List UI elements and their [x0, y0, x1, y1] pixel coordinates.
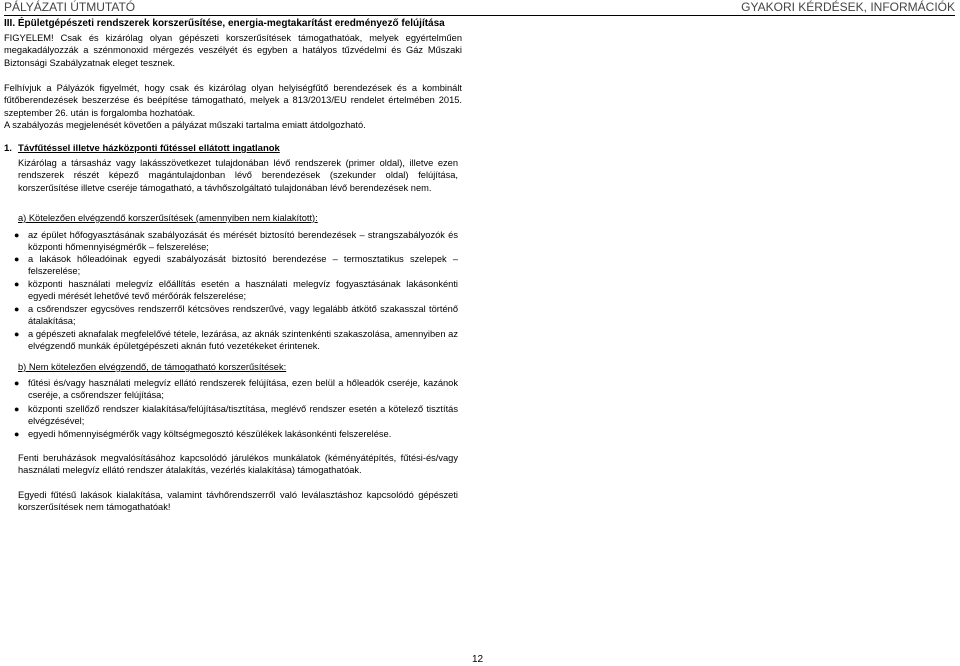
intro-paragraph: Kizárólag a társasház vagy lakásszövetkezet tulajdonában lévő rendszerek (primer oldal), illetve ezen rendszerek részét képező magántulajdonban lévő berendezések (szekunder oldal) felújítása, korszerűsítése illetve cseréje támogatható, a távhőszolgáltató tulajdonában lévő berendezések nem.: [18, 158, 458, 193]
heading-text: Távfűtéssel illetve házközponti fűtéssel ellátott ingatlanok: [18, 143, 280, 154]
list-a-item-text: a gépészeti aknafalak megfelelővé tétele, lezárása, az aknák szintenkénti szakaszolása, amennyiben az elvégzendő munkák épületgépészeti aknán futó vezetékeket érintenek.: [28, 329, 458, 352]
list-a-title: a) Kötelezően elvégzendő korszerűsítések (amennyiben nem kialakított):: [18, 213, 318, 223]
notice-regulation-text: Felhívjuk a Pályázók figyelmét, hogy csak és kizárólag olyan helyiségfűtő berendezések és a kombinált fűtőberendezések beszerzése és beépítése támogatható, melyek a 813/2013/EU rendelet értelmében 2015. szeptember 26. után is forgalomba hozhatóak.: [4, 83, 462, 118]
list-a-item-text: a csőrendszer egycsöves rendszerről kétcsöves rendszerűvé, vagy legalább átkötő szakasszal történő átalakítása;: [28, 304, 458, 327]
list-a-item: [14, 328, 458, 353]
bullet-icon: ●: [14, 254, 20, 264]
list-a-item-text: a lakások hőleadóinak egyedi szabályozását biztosító berendezése – termosztatikus szelepek – felszerelése;: [28, 254, 458, 277]
list-b-title: b) Nem kötelezően elvégzendő, de támogatható korszerűsítések:: [18, 362, 287, 372]
bullet-icon: ●: [14, 304, 20, 314]
header-rule: [4, 15, 955, 16]
page-header: [4, 0, 955, 14]
list-b-item-text: fűtési és/vagy használati melegvíz ellátó rendszerek felújítása, ezen belül a hőleadók cseréje, kazánok cseréje, a csőrendszer felújítása;: [28, 378, 458, 401]
list-a-item: [14, 253, 458, 278]
list-a-item: [14, 229, 458, 254]
bullet-icon: ●: [14, 378, 20, 388]
paragraph-not-supported: Egyedi fűtésű lakások kialakítása, valamint távhőrendszerről való leválasztáshoz kapcsolódó gépészeti korszerűsítések nem támogathatóak!: [18, 490, 458, 513]
list-a-item: [14, 278, 458, 303]
notice-regulation: [4, 82, 462, 132]
heading-district-heating: [4, 143, 280, 155]
list-a-item: [14, 303, 458, 328]
bullet-icon: ●: [14, 429, 20, 439]
list-b-item: [14, 403, 458, 428]
list-b-item-text: központi szellőző rendszer kialakítása/felújítása/tisztítása, meglévő rendszer esetén a kötelező tisztítás elvégzésével;: [28, 404, 458, 427]
notice-regulation-note: A szabályozás megjelenését követően a pályázat műszaki tartalma emiatt átdolgozható.: [4, 120, 366, 131]
bullet-icon: ●: [14, 279, 20, 289]
header-right-title: GYAKORI KÉRDÉSEK, INFORMÁCIÓK: [741, 0, 955, 14]
paragraph-related-works: Fenti beruházások megvalósításához kapcsolódó járulékos munkálatok (kéményátépítés, fűtési-és/vagy használati melegvíz ellátó rendszer átalakítás, vezérlés kialakítása) támogathatóak.: [18, 453, 458, 476]
bullet-icon: ●: [14, 230, 20, 240]
bullet-icon: ●: [14, 329, 20, 339]
list-b-item-text: egyedi hőmennyiségmérők vagy költségmegosztó készülékek lakásonkénti felszerelése.: [28, 429, 392, 439]
list-a-item-text: az épület hőfogyasztásának szabályozását és mérését biztosító berendezések – strangszabályozók és központi hőmennyiségmérők – felszerelése;: [28, 230, 458, 253]
list-b-item: [14, 377, 458, 402]
section-title: III. Épületgépészeti rendszerek korszerűsítése, energia-megtakarítást eredményező felújítása: [4, 18, 445, 29]
page-number: 12: [472, 654, 484, 665]
header-left-title: PÁLYÁZATI ÚTMUTATÓ: [4, 0, 136, 14]
notice-figyelem: FIGYELEM! Csak és kizárólag olyan gépészeti korszerűsítések támogathatóak, melyek egyértelműen megakadályozzák a szénmonoxid mérgezés veszélyét és egyben a hatályos tűzvédelmi és Gáz Műszaki Biztonsági Szabályzatnak eleget tesznek.: [4, 33, 462, 68]
bullet-icon: ●: [14, 404, 20, 414]
list-b-item: [14, 428, 458, 440]
heading-number: 1.: [4, 143, 12, 154]
list-a-item-text: központi használati melegvíz előállítás esetén a használati melegvíz fogyasztásának lakásonkénti egyedi mérését lehetővé tevő mérőórák felszerelése;: [28, 279, 458, 302]
